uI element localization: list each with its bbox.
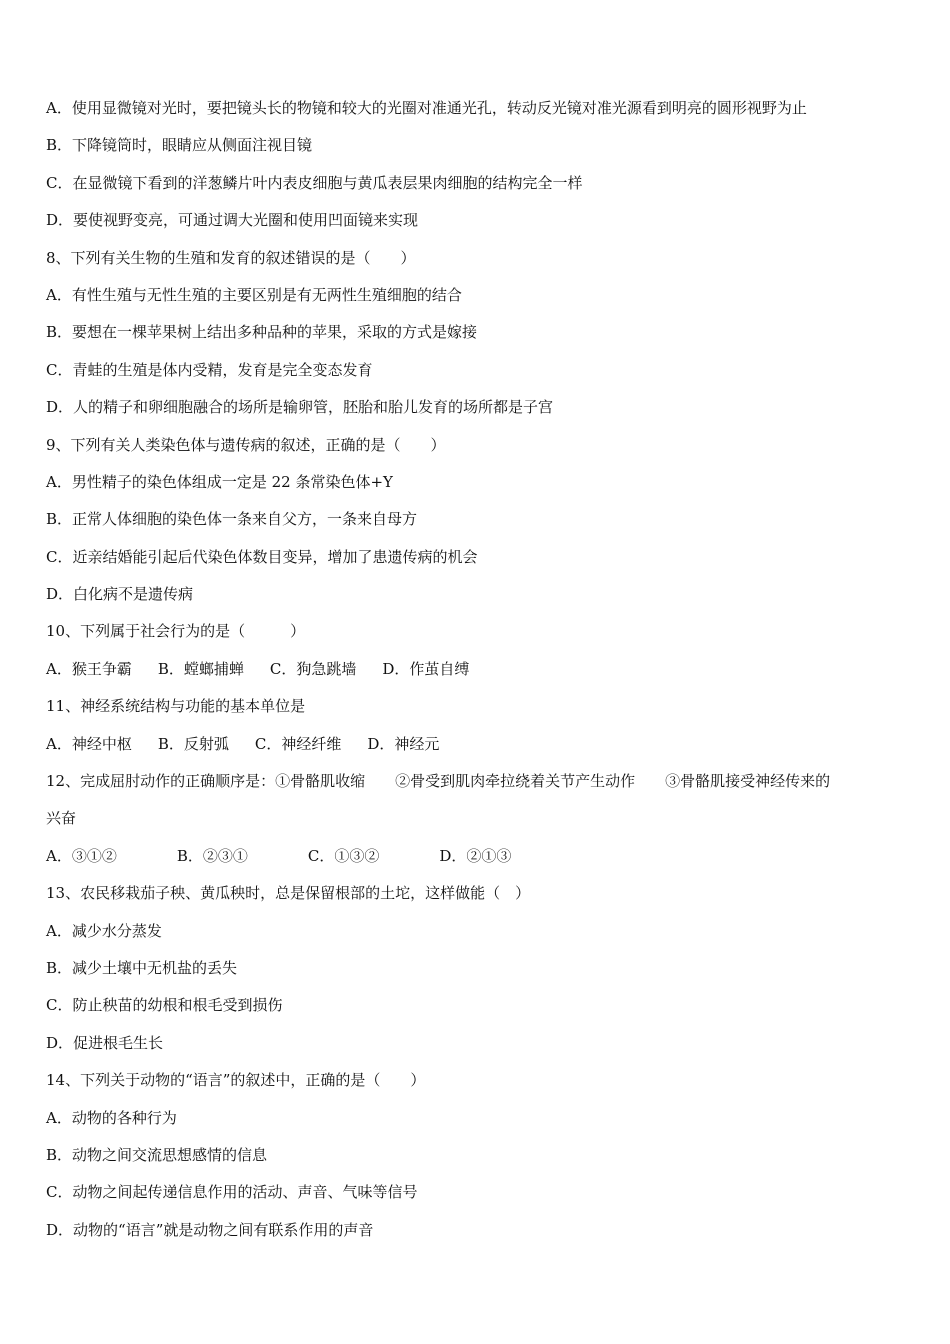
q11-options-row — [46, 726, 906, 763]
q14-option-d: D．动物的“语言”就是动物之间有联系作用的声音 — [46, 1220, 374, 1239]
q14-option-a: A．动物的各种行为 — [46, 1108, 177, 1127]
q7-option-b: B．下降镜筒时，眼睛应从侧面注视目镜 — [46, 136, 313, 155]
q13-option-b: B．减少土壤中无机盐的丢失 — [46, 958, 238, 977]
q9-option-a: A．男性精子的染色体组成一定是 22 条常染色体+Y — [46, 472, 393, 491]
q12-stem-line-1: 12、完成屈肘动作的正确顺序是：①骨骼肌收缩 ②骨受到肌肉牵拉绕着关节产生动作 ③骨骼肌接受神经传来的 — [46, 772, 831, 791]
q7-option-c: C．在显微镜下看到的洋葱鳞片叶内表皮细胞与黄瓜表层果肉细胞的结构完全一样 — [46, 173, 583, 192]
q8-option-a: A．有性生殖与无性生殖的主要区别是有无两性生殖细胞的结合 — [46, 285, 462, 304]
q12-option-b: B．②③① — [176, 846, 248, 865]
q9-option-c: C．近亲结婚能引起后代染色体数目变异，增加了患遗传病的机会 — [46, 547, 478, 566]
q9-option-d: D．白化病不是遗传病 — [46, 585, 194, 604]
q11-option-a: A．神经中枢 — [46, 734, 132, 753]
q13-option-a: A．减少水分蒸发 — [46, 921, 162, 940]
q8-option-b: B．要想在一棵苹果树上结出多种品种的苹果，采取的方式是嫁接 — [46, 323, 478, 342]
q13-stem: 13、农民移栽茄子秧、黄瓜秧时，总是保留根部的土坨，这样做能（ ） — [46, 884, 531, 903]
q11-option-b: B．反射弧 — [157, 734, 229, 753]
q10-options-row — [46, 651, 906, 688]
q10-stem: 10、下列属于社会行为的是（ ） — [46, 622, 306, 641]
q10-option-a: A．猴王争霸 — [46, 659, 132, 678]
q9-stem: 9、下列有关人类染色体与遗传病的叙述，正确的是（ ） — [46, 435, 446, 454]
q8-stem: 8、下列有关生物的生殖和发育的叙述错误的是（ ） — [46, 248, 416, 267]
q11-stem: 11、神经系统结构与功能的基本单位是 — [46, 697, 306, 716]
q7-option-a: A．使用显微镜对光时，要把镜头长的物镜和较大的光圈对准通光孔，转动反光镜对准光源看到明亮的圆形视野为止 — [46, 99, 807, 117]
q14-option-c: C．动物之间起传递信息作用的活动、声音、气味等信号 — [46, 1183, 418, 1202]
q12-option-d: D．②①③ — [439, 846, 512, 865]
q9-option-b: B．正常人体细胞的染色体一条来自父方，一条来自母方 — [46, 510, 418, 529]
q13-option-c: C．防止秧苗的幼根和根毛受到损伤 — [46, 996, 283, 1015]
q12-option-c: C．①③② — [307, 846, 380, 865]
q10-option-d: D．作茧自缚 — [382, 659, 470, 678]
q12-options-row — [46, 838, 906, 875]
q8-option-c: C．青蛙的生殖是体内受精，发育是完全变态发育 — [46, 360, 373, 379]
q10-option-c: C．狗急跳墙 — [269, 659, 357, 678]
q12-stem-line-2: 兴奋 — [46, 809, 77, 828]
q10-option-b: B．螳螂捕蝉 — [157, 659, 244, 678]
q11-option-c: C．神经纤维 — [254, 734, 342, 753]
q8-option-d: D．人的精子和卵细胞融合的场所是输卵管，胚胎和胎儿发育的场所都是子宫 — [46, 398, 554, 417]
q12-option-a: A．③①② — [46, 846, 117, 865]
q14-option-b: B．动物之间交流思想感情的信息 — [46, 1145, 268, 1164]
question-list — [46, 90, 906, 1249]
q11-option-d: D．神经元 — [367, 734, 440, 753]
q7-option-d: D．要使视野变亮，可通过调大光圈和使用凹面镜来实现 — [46, 211, 419, 230]
q14-stem: 14、下列关于动物的“语言”的叙述中，正确的是（ ） — [46, 1071, 426, 1090]
q13-option-d: D．促进根毛生长 — [46, 1033, 164, 1052]
